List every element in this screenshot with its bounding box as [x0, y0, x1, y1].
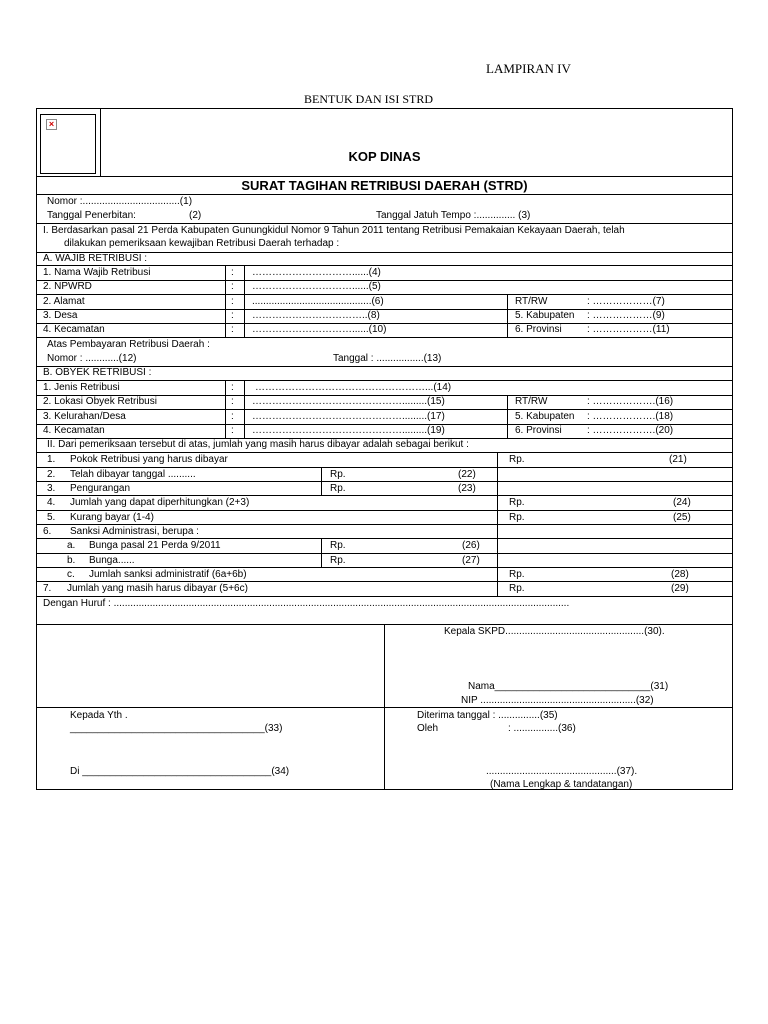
- obyek-row-right-value: : ……………….(20): [587, 425, 674, 436]
- nomor-field: Nomor :...................................(1): [47, 196, 193, 207]
- perhitungan-row-mid-rp: Rp.: [330, 469, 346, 480]
- tanggal-penerbitan-number: (2): [189, 210, 202, 221]
- perhitungan-row-number: 5.: [47, 512, 56, 523]
- perhitungan-row-right-number: (21): [669, 454, 687, 465]
- strd-title: SURAT TAGIHAN RETRIBUSI DAERAH (STRD): [241, 178, 528, 193]
- obyek-row-label: 3. Kelurahan/Desa: [43, 411, 126, 422]
- wajib-row-value: …………………………......(5): [252, 281, 381, 292]
- perhitungan-row-label: Jumlah yang masih harus dibayar (5+6c): [67, 583, 248, 594]
- perhitungan-row-number: 2.: [47, 469, 56, 480]
- perhitungan-row-label: Bunga pasal 21 Perda 9/2011: [89, 540, 221, 551]
- perhitungan-row-number: 7.: [43, 583, 52, 594]
- obyek-row-label: 2. Lokasi Obyek Retribusi: [43, 396, 157, 407]
- perhitungan-row-number: b.: [67, 555, 76, 566]
- perhitungan-row-number: 1.: [47, 454, 56, 465]
- signature-line: ...............................................(37).: [486, 766, 638, 777]
- obyek-row-label: 1. Jenis Retribusi: [43, 382, 120, 393]
- perhitungan-heading: II. Dari pemeriksaan tersebut di atas, jumlah yang masih harus dibayar adalah sebagai berikut :: [47, 439, 469, 450]
- perhitungan-row-right-number: (24): [673, 497, 691, 508]
- kepada-line: ___________________________________(33): [70, 723, 283, 734]
- obyek-row-right-label: RT/RW: [515, 396, 548, 407]
- obyek-row-value: ……………………………………………...(14): [255, 382, 452, 393]
- wajib-row-label: 3. Desa: [43, 310, 78, 321]
- wajib-row-value: ...........................................(6): [252, 296, 384, 307]
- kop-dinas-title: KOP DINAS: [348, 149, 421, 164]
- wajib-row-right-label: RT/RW: [515, 296, 548, 307]
- wajib-row-colon: :: [231, 324, 234, 335]
- intro-paragraph-line1: I. Berdasarkan pasal 21 Perda Kabupaten Gunungkidul Nomor 9 Tahun 2011 tentang Retribusi Pemakaian Kekayaan Daerah, telah: [43, 225, 625, 236]
- nip-line: NIP ........................................................(32): [461, 695, 654, 706]
- perhitungan-row-number: 3.: [47, 483, 56, 494]
- obyek-row-colon: :: [231, 425, 234, 436]
- perhitungan-row-label: Sanksi Administrasi, berupa :: [70, 526, 199, 537]
- perhitungan-row-label: Pengurangan: [70, 483, 131, 494]
- perhitungan-row-number: a.: [67, 540, 76, 551]
- broken-image-icon: ×: [46, 119, 57, 130]
- perhitungan-row-mid-number: (22): [458, 469, 476, 480]
- form-subtitle: BENTUK DAN ISI STRD: [304, 92, 433, 106]
- perhitungan-row-right-number: (25): [673, 512, 691, 523]
- obyek-row-label: 4. Kecamatan: [43, 425, 105, 436]
- wajib-row-label: 2. Alamat: [43, 296, 85, 307]
- oleh-value: : ................(36): [508, 723, 576, 734]
- signature-caption: (Nama Lengkap & tandatangan): [490, 779, 633, 790]
- intro-paragraph-line2: dilakukan pemeriksaan kewajiban Retribusi Daerah terhadap :: [64, 238, 340, 249]
- perhitungan-row-label: Telah dibayar tanggal ..........: [70, 469, 196, 480]
- pembayaran-tanggal: Tanggal : .................(13): [333, 353, 442, 364]
- obyek-row-value: ……………………………………….........(15): [252, 396, 445, 407]
- wajib-row-right-value: : ………………(9): [587, 310, 665, 321]
- perhitungan-row-mid-number: (27): [462, 555, 480, 566]
- perhitungan-row-right-rp: Rp.: [509, 512, 525, 523]
- kepada-yth-label: Kepada Yth .: [70, 710, 128, 721]
- wajib-row-right-label: 5. Kabupaten: [515, 310, 575, 321]
- kepala-skpd-line: Kepala SKPD..................................................(30).: [444, 626, 665, 637]
- perhitungan-row-mid-rp: Rp.: [330, 555, 346, 566]
- nama-line: Nama____________________________(31): [468, 681, 669, 692]
- wajib-row-value: ……………………………..(8): [252, 310, 380, 321]
- perhitungan-row-label: Kurang bayar (1-4): [70, 512, 154, 523]
- lampiran-label: LAMPIRAN IV: [486, 61, 571, 76]
- obyek-row-right-label: 5. Kabupaten: [515, 411, 575, 422]
- obyek-retribusi-heading: B. OBYEK RETRIBUSI :: [43, 367, 152, 378]
- perhitungan-row-label: Pokok Retribusi yang harus dibayar: [70, 454, 228, 465]
- obyek-row-right-value: : ……………….(16): [587, 396, 674, 407]
- perhitungan-row-number: 6.: [43, 526, 52, 537]
- wajib-row-right-value: : ………………(11): [587, 324, 670, 335]
- pembayaran-heading: Atas Pembayaran Retribusi Daerah :: [47, 339, 210, 350]
- wajib-row-label: 2. NPWRD: [43, 281, 92, 292]
- perhitungan-row-right-number: (28): [671, 569, 689, 580]
- perhitungan-row-right-rp: Rp.: [509, 569, 525, 580]
- wajib-row-colon: :: [231, 296, 234, 307]
- perhitungan-row-label: Jumlah yang dapat diperhitungkan (2+3): [70, 497, 250, 508]
- perhitungan-row-label: Jumlah sanksi administratif (6a+6b): [89, 569, 247, 580]
- wajib-row-colon: :: [231, 281, 234, 292]
- diterima-tanggal-field: Diterima tanggal : ...............(35): [417, 710, 558, 721]
- perhitungan-row-number: c.: [67, 569, 75, 580]
- di-line: Di __________________________________(34): [70, 766, 290, 777]
- pembayaran-nomor: Nomor : ............(12): [47, 353, 137, 364]
- perhitungan-row-right-rp: Rp.: [509, 497, 525, 508]
- perhitungan-row-mid-number: (23): [458, 483, 476, 494]
- wajib-row-label: 4. Kecamatan: [43, 324, 105, 335]
- wajib-row-label: 1. Nama Wajib Retribusi: [43, 267, 151, 278]
- obyek-row-colon: :: [231, 396, 234, 407]
- wajib-row-colon: :: [231, 267, 234, 278]
- perhitungan-row-mid-rp: Rp.: [330, 483, 346, 494]
- obyek-row-right-label: 6. Provinsi: [515, 425, 562, 436]
- dengan-huruf-field: Dengan Huruf : ....................................................................................................................................................................: [43, 598, 570, 609]
- wajib-retribusi-heading: A. WAJIB RETRIBUSI :: [43, 253, 148, 264]
- wajib-row-value: …………………………......(4): [252, 267, 381, 278]
- perhitungan-row-right-rp: Rp.: [509, 583, 525, 594]
- perhitungan-row-right-number: (29): [671, 583, 689, 594]
- wajib-row-value: …………………………......(10): [252, 324, 387, 335]
- perhitungan-row-label: Bunga......: [89, 555, 135, 566]
- tanggal-jatuh-tempo-field: Tanggal Jatuh Tempo :.............. (3): [376, 210, 531, 221]
- perhitungan-row-right-rp: Rp.: [509, 454, 525, 465]
- perhitungan-row-mid-number: (26): [462, 540, 480, 551]
- wajib-row-right-label: 6. Provinsi: [515, 324, 562, 335]
- wajib-row-colon: :: [231, 310, 234, 321]
- obyek-row-right-value: : ……………….(18): [587, 411, 674, 422]
- obyek-row-value: ……………………………………….........(19): [252, 425, 445, 436]
- tanggal-penerbitan-label: Tanggal Penerbitan:: [47, 210, 136, 221]
- wajib-row-right-value: : ………………(7): [587, 296, 665, 307]
- obyek-row-value: ……………………………………….........(17): [252, 411, 445, 422]
- perhitungan-row-mid-rp: Rp.: [330, 540, 346, 551]
- oleh-label: Oleh: [417, 723, 439, 734]
- perhitungan-row-number: 4.: [47, 497, 56, 508]
- obyek-row-colon: :: [231, 382, 234, 393]
- obyek-row-colon: :: [231, 411, 234, 422]
